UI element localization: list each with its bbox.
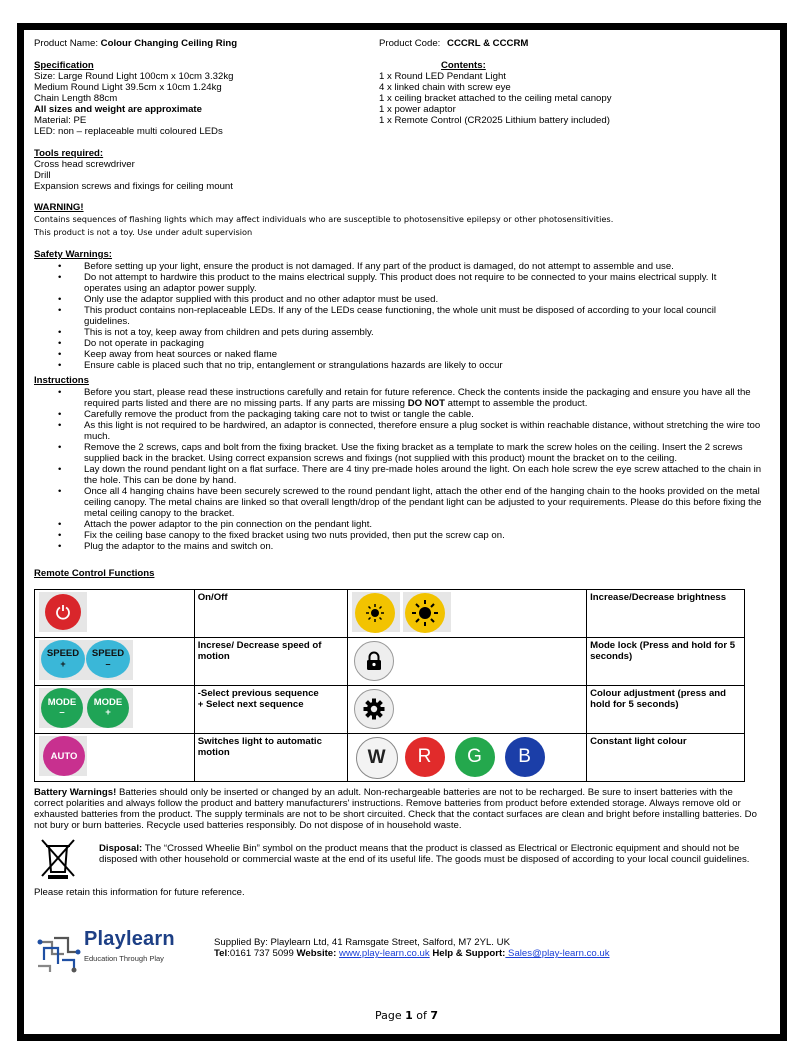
speed-minus-button-icon: SPEED – — [86, 640, 130, 678]
white-button-icon: W — [356, 737, 398, 779]
lock-button-image — [347, 638, 587, 686]
onoff-label: On/Off — [194, 590, 347, 638]
logo-mark-icon — [34, 930, 84, 974]
battery-warning: Battery Warnings! Batteries should only be inserted or changed by an adult. Non-rechargeable batteries are not to be recharged. Be sure to insert batteries with the correct polarities and always follow the product and battery manufacturers' instructions. Remove batteries from product before extended storage. Always remove old or exhausted batteries from the product. The supply terminals are not to be short circuited. Check that the contact surfaces are clean and bright before installing batteries. Do not bury or burn batteries. Recycle used batteries responsibly. Do not dispose of in household waste. — [34, 787, 757, 831]
remote-functions-table — [34, 589, 745, 782]
spec-led: LED: non – replaceable multi coloured LEDs — [34, 126, 223, 137]
website-link[interactable]: www.play-learn.co.uk — [339, 948, 430, 959]
spec-material: Material: PE — [34, 115, 87, 126]
contents-item: 1 x power adaptor — [379, 104, 456, 115]
spec-approx: All sizes and weight are approximate — [34, 104, 202, 115]
speed-label: Increse/ Decrease speed of motion — [194, 638, 347, 686]
contact-line: Tel:0161 737 5099 Website: www.play-learn.co.uk Help & Support: Sales@play-learn.co.uk — [214, 948, 610, 959]
contents-section — [379, 60, 739, 126]
tools-section — [34, 148, 233, 192]
weee-bin-icon — [38, 836, 78, 885]
tools-item: Drill — [34, 170, 51, 181]
red-button-icon: R — [405, 737, 445, 777]
product-name: Colour Changing Ceiling Ring — [100, 38, 238, 49]
safety-list — [34, 261, 746, 371]
list-item: • Remove the 2 screws, caps and bolt from the fixing bracket. Use the fixing bracket as a template to mark the screw holes on the ceiling. Insert the 2 screws supplied back in the bracket. Using correct expansion screws and fixings (not supplied with this product) mount the bracket on to the ceiling. — [34, 442, 762, 464]
list-item: • Once all 4 hanging chains have been securely screwed to the round pendant light, attach the other end of the hanging chain to the hooks provided on the metal ceiling canopy. The metal chains are linked so that overall length/drop of the pendant light can be adjusted to your requirements. Please do this before fixing the metal ceiling canopy to the bracket. — [34, 486, 762, 519]
playlearn-logo — [34, 928, 186, 976]
contents-heading: Contents: — [441, 60, 486, 71]
supplier-address: Supplied By: Playlearn Ltd, 41 Ramsgate Street, Salford, M7 2YL. UK — [214, 937, 510, 948]
list-item: • Fix the ceiling base canopy to the fixed bracket using two nuts provided, then put the screw cap on. — [34, 530, 762, 541]
product-code: CCCRL & CCCRM — [447, 38, 529, 49]
power-button-image — [35, 590, 195, 638]
instructions-list — [34, 387, 762, 552]
instructions-heading: Instructions — [34, 375, 89, 386]
safety-heading: Safety Warnings: — [34, 249, 113, 260]
list-item: • This is not a toy, keep away from children and pets during assembly. — [34, 327, 746, 338]
warning-line: Contains sequences of flashing lights which may affect individuals who are susceptible to photosensitive epilepsy or other photosensitivities. — [34, 214, 614, 224]
remote-heading: Remote Control Functions — [34, 568, 155, 579]
mode-buttons-image — [35, 686, 195, 734]
sun-large-icon — [405, 593, 445, 633]
table-row — [35, 638, 745, 686]
list-item: • Before setting up your light, ensure the product is not damaged. If any part of the product is damaged, do not attempt to assemble and use. — [34, 261, 746, 272]
list-item: • Only use the adaptor supplied with this product and no other adaptor must be used. — [34, 294, 746, 305]
spec-line: Size: Large Round Light 100cm x 10cm 3.32kg — [34, 71, 234, 82]
disposal-notice: Disposal: The “Crossed Wheelie Bin” symbol on the product means that the product is classed as Electrical or Electronic equipment and should not be disposed with other household or commercial waste at the end of its useful life. The goods must be disposed of according to your local council guidelines. — [99, 843, 750, 865]
sequence-label: -Select previous sequence + Select next sequence — [194, 686, 347, 734]
list-item: • Attach the power adaptor to the pin connection on the pendant light. — [34, 519, 762, 530]
contents-item: 1 x ceiling bracket attached to the ceiling metal canopy — [379, 93, 612, 104]
contents-item: 1 x Round LED Pendant Light — [379, 71, 506, 82]
warning-heading: WARNING! — [34, 202, 84, 213]
table-row — [35, 734, 745, 782]
contents-item: 1 x Remote Control (CR2025 Lithium battery included) — [379, 115, 610, 126]
list-item: • Lay down the round pendant light on a flat surface. There are 4 tiny pre-made holes around the light. On each hole screw the eye screw attached to the chain in the hole. This can be done by hand. — [34, 464, 762, 486]
list-item: • Do not operate in packaging — [34, 338, 746, 349]
colour-adjust-label: Colour adjustment (press and hold for 5 seconds) — [587, 686, 745, 734]
gear-icon — [354, 689, 394, 729]
page-number: Page 1 of 7 — [375, 1009, 439, 1022]
email-link[interactable]: Sales@play-learn.co.uk — [505, 948, 610, 959]
tools-item: Cross head screwdriver — [34, 159, 135, 170]
blue-button-icon: B — [505, 737, 545, 777]
spec-line: Medium Round Light 39.5cm x 10cm 1.24kg — [34, 82, 222, 93]
speed-buttons-image — [35, 638, 195, 686]
constant-colour-label: Constant light colour — [587, 734, 745, 782]
table-row — [35, 590, 745, 638]
mode-minus-button-icon: MODE – — [41, 688, 83, 728]
product-name-line: Product Name: Colour Changing Ceiling Ring — [34, 38, 238, 49]
list-item: • This product contains non-replaceable LEDs. If any of the LEDs cease functioning, the whole unit must be disposed of according to your local council guidelines. — [34, 305, 746, 327]
auto-label: Switches light to automatic motion — [194, 734, 347, 782]
list-item: • Before you start, please read these instructions carefully and retain for future reference. Check the contents inside the packaging and ensure you have all the required parts listed and there are no missing parts. If any parts are missing DO NOT attempt to assemble the product. — [34, 387, 762, 409]
tools-heading: Tools required: — [34, 148, 104, 159]
power-icon — [45, 594, 81, 630]
list-item: • Carefully remove the product from the packaging taking care not to twist or tangle the cable. — [34, 409, 762, 420]
auto-button-icon: AUTO — [43, 736, 85, 776]
list-item: • As this light is not required to be hardwired, an adaptor is connected, therefore ensure a plug socket is within reachable distance, without stretching the wire too much. — [34, 420, 762, 442]
spec-line: Chain Length 88cm — [34, 93, 118, 104]
disposal-heading: Disposal: — [99, 843, 143, 854]
list-item: • Keep away from heat sources or naked flame — [34, 349, 746, 360]
list-item: • Do not attempt to hardwire this product to the mains electrical supply. This product does not require to be connected to your mains electrical supply. It operates using an adaptor power supply. — [34, 272, 746, 294]
battery-heading: Battery Warnings! — [34, 787, 117, 798]
contents-item: 4 x linked chain with screw eye — [379, 82, 511, 93]
auto-button-image — [35, 734, 195, 782]
lock-icon — [354, 641, 394, 681]
mode-plus-button-icon: MODE + — [87, 688, 129, 728]
logo-tagline: Education Through Play — [84, 954, 164, 963]
tools-item: Expansion screws and fixings for ceiling mount — [34, 181, 233, 192]
retain-note: Please retain this information for future reference. — [34, 887, 245, 898]
logo-name: Playlearn — [84, 928, 175, 950]
brightness-buttons-image — [347, 590, 587, 638]
product-code-line: Product Code: CCCRL & CCCRM — [379, 38, 529, 49]
list-item: • Plug the adaptor to the mains and switch on. — [34, 541, 762, 552]
warning-section — [34, 202, 613, 239]
mode-lock-label: Mode lock (Press and hold for 5 seconds) — [587, 638, 745, 686]
warning-line: This product is not a toy. Use under adult supervision — [34, 227, 253, 237]
brightness-label: Increase/Decrease brightness — [587, 590, 745, 638]
specification-section — [34, 60, 364, 137]
list-item: • Ensure cable is placed such that no trip, entanglement or strangulations hazards are likely to occur — [34, 360, 746, 371]
sun-small-icon — [355, 593, 395, 633]
speed-plus-button-icon: SPEED + — [41, 640, 85, 678]
settings-button-image — [347, 686, 587, 734]
specification-heading: Specification — [34, 60, 94, 71]
colour-buttons-image — [347, 734, 587, 782]
green-button-icon: G — [455, 737, 495, 777]
table-row — [35, 686, 745, 734]
